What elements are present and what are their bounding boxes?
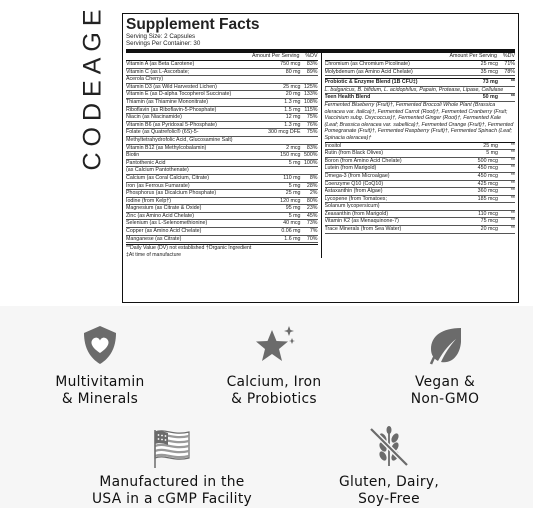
- nutrient-row: Thiamin (as Thiamine Mononitrate) 1.3 mg 108%: [126, 98, 318, 105]
- teen-blend-row: Teen Health Blend 50 mg **: [324, 94, 515, 101]
- nutrient-row: Molybdenum (as Amino Acid Chelate) 35 mcg 78%: [324, 68, 515, 75]
- probiotic-blend-row: Probiotic & Enzyme Blend (1B CFU‡) 73 mg **: [324, 79, 515, 86]
- nutrient-row: Solanum lycopersicum): [325, 203, 516, 211]
- left-header: Amount Per Serving %DV: [126, 53, 318, 61]
- facts-columns: [126, 53, 515, 258]
- servings-per-container: Servings Per Container: 30: [126, 40, 201, 47]
- nutrient-row: Magnesium (as Citrate & Oxide) 95 mg 23%: [126, 205, 318, 212]
- footnotes: **Daily Value (DV) not established †Organic Ingredient ‡At time of manufacture: [126, 244, 318, 258]
- serving-size: Serving Size: 2 Capsules: [126, 33, 196, 40]
- nutrient-row: Zeaxanthin (from Marigold) 110 mcg **: [324, 210, 515, 217]
- nutrient-row: Omega-3 (from Microalgae) 450 mcg **: [324, 172, 515, 179]
- no-gluten-icon: [366, 424, 412, 470]
- nutrient-row: Biotin 150 mcg 500%: [126, 152, 318, 159]
- nutrient-row: Niacin (as Niacinamide) 12 mg 75%: [126, 114, 318, 121]
- left-rows: [126, 61, 318, 243]
- nutrient-row: Vitamin A (as Beta Carotene) 750 mcg 83%: [126, 61, 318, 67]
- nutrient-row: Phosphorus (as Dicalcium Phosphate) 25 mg 2%: [126, 190, 318, 197]
- leaf-icon: [422, 322, 468, 368]
- nutrient-row: Trace Minerals (from Sea Water) 20 mcg **: [324, 226, 515, 233]
- right-column: [321, 53, 516, 258]
- probiotic-blend-ingredients: L. bulgaricus, B. bifidum, L. acidophilus, Papain, Protease, Lipase, Cellulase: [325, 87, 516, 95]
- nutrient-row: Vitamin E (as D-alpha Tocopherol Succinate) 20 mg 133%: [126, 91, 318, 98]
- nutrient-row: Selenium (as L-Selenomethionine) 40 mcg 73%: [126, 220, 318, 227]
- nutrient-row: Zinc (as Amino Acid Chelate) 5 mg 45%: [126, 212, 318, 219]
- nutrient-row: Astaxanthin (from Algae) 360 mcg **: [324, 188, 515, 195]
- nutrient-row: Riboflavin (as Riboflavin-5-Phosphate) 1.5 mg 115%: [126, 106, 318, 113]
- nutrient-row: Coenzyme Q10 (CoQ10) 425 mcg **: [324, 180, 515, 187]
- nutrient-row: Iodine (from Kelp†) 120 mcg 80%: [126, 197, 318, 204]
- feature-calcium-iron: Calcium, Iron & Probiotics: [214, 322, 334, 408]
- nutrient-row: Vitamin D3 (as Wild Harvested Lichen) 25 mcg 125%: [126, 83, 318, 90]
- nutrient-row: Lutein (from Marigold) 450 mcg **: [324, 165, 515, 172]
- feature-usa: Manufactured in the USA in a cGMP Facility: [82, 424, 262, 508]
- nutrient-row: Acerola Cherry): [126, 76, 318, 84]
- teen-blend-ingredients: Fermented Blueberry (Fruit)†, Fermented Broccoli Whole Plant (Brassica oleracea var. italica)†, Fermented Carrot (Root)†, Fermented Cranberry (Fruit; Vaccinium subg. Oxycoccus)†, Fermented Ginger (Root)†, Fermented Kale (Leaf; Brassica oleracea var. sabellica)†, Fermented Orange (Fruit)†, Fermented Pomegranate (Fruit)†, Fermented Raspberry (Fruit)†, Fermented Spinach (Leaf; Spinacia oleracea)†: [324, 101, 514, 141]
- right-header: Amount Per Serving %DV: [325, 53, 516, 61]
- feature-vegan: Vegan & Non-GMO: [395, 322, 495, 408]
- nutrient-row: Methyltetrahydrofolic Acid, Glucosamine Salt): [126, 137, 318, 145]
- nutrient-row: Lycopene (from Tomatoes; 185 mcg **: [324, 195, 515, 202]
- feature-multivitamin: Multivitamin & Minerals: [38, 322, 162, 408]
- heart-shield-icon: [77, 322, 123, 368]
- nutrient-row: Pantothenic Acid 5 mg 100%: [126, 159, 318, 166]
- feature-allergen-free: Gluten, Dairy, Soy-Free: [334, 424, 444, 508]
- nutrient-row: Copper (as Amino Acid Chelate) 0.06 mg 7%: [126, 228, 318, 235]
- nutrient-row: Vitamin B12 (as Methylcobalamin) 2 mcg 83%: [126, 144, 318, 151]
- nutrient-row: Folate (as Quatrefolic® (6S)-5- 300 mcg DFE 75%: [126, 129, 318, 136]
- right-top-rows: [325, 61, 516, 76]
- nutrient-row: Chromium (as Chromium Picolinate) 25 mcg 71%: [324, 61, 515, 67]
- nutrient-row: Rutin (from Black Olives) 5 mg **: [324, 150, 515, 157]
- panel-title: Supplement Facts: [126, 16, 260, 33]
- star-sparkles-icon: [251, 322, 297, 368]
- nutrient-row: Vitamin B6 (as Pyridoxal 5-Phosphate) 1.3 mg 76%: [126, 121, 318, 128]
- nutrient-row: Boron (from Amino Acid Chelate) 500 mcg **: [324, 157, 515, 164]
- usa-flag-icon: [149, 424, 195, 470]
- nutrient-row: Calcium (as Coral Calcium, Citrate) 110 mg 8%: [126, 174, 318, 181]
- right-rows: [325, 143, 516, 234]
- nutrient-row: Iron (as Ferrous Fumarate) 5 mg 28%: [126, 182, 318, 189]
- nutrient-row: Vitamin K2 (as Menaquinone-7) 75 mcg **: [324, 218, 515, 225]
- nutrient-row: Manganese (as Citrate) 1.6 mg 70%: [126, 235, 318, 242]
- nutrient-row: Vitamin C (as L-Ascorbate; 80 mg 89%: [126, 68, 318, 75]
- left-column: [126, 53, 321, 258]
- nutrient-row: Inositol 25 mg **: [324, 142, 515, 149]
- nutrient-row: (as Calcium Pantothenate): [126, 167, 318, 175]
- brand-logo: CODEAGE: [78, 3, 107, 171]
- supplement-facts-panel: [122, 13, 519, 303]
